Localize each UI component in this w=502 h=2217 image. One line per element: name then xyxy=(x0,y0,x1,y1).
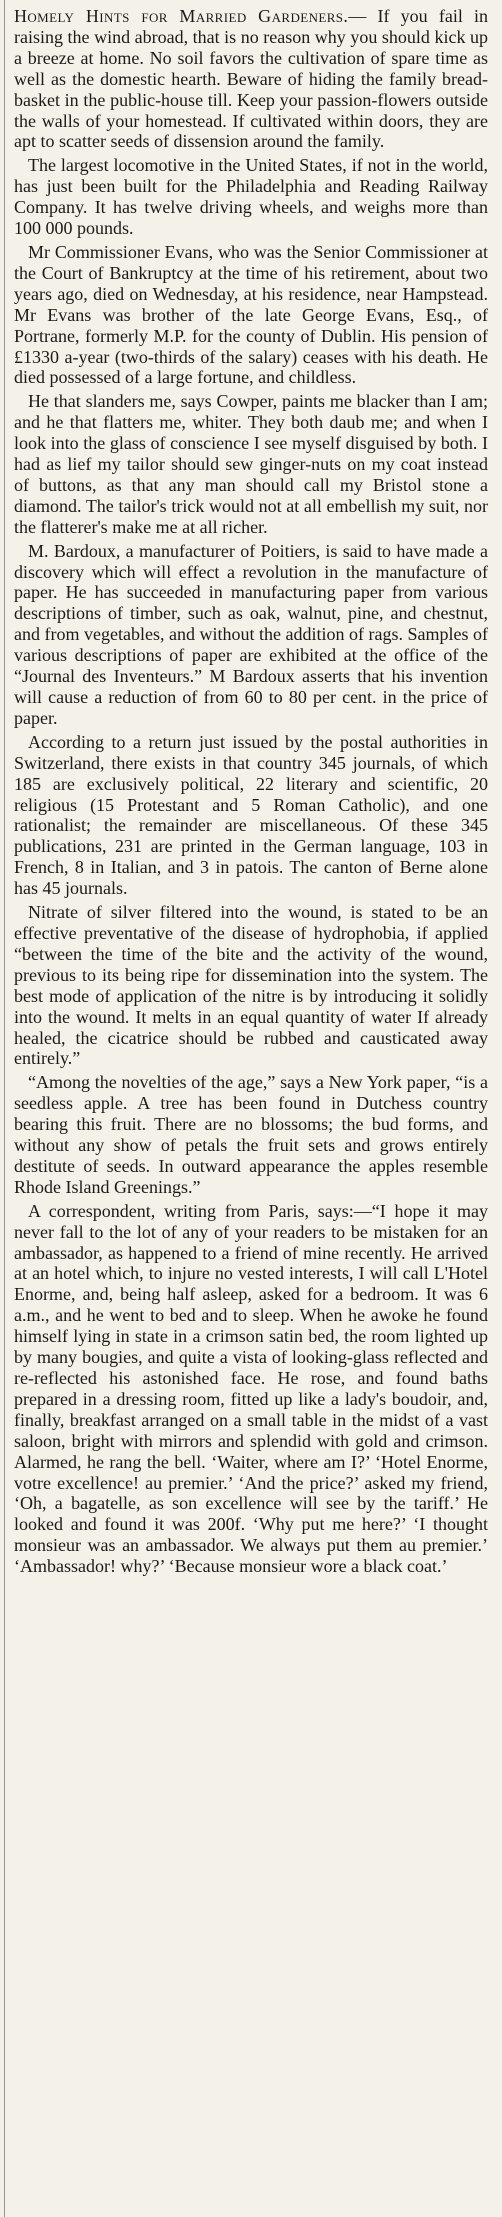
paragraph-cowper: He that slanders me, says Cowper, paints me blacker than I am; and he that flatters me, whiter. They both daub me; and when I look into the glass of conscience I see myself disguised by both. I had as lief my tailor should sew ginger-nuts on my coat instead of buttons, as that any man should call my Bristol stone a diamond. The tailor's trick would not at all embellish my suit, nor the flatterer's make me at all richer. xyxy=(14,391,488,537)
article-heading: Homely Hints for Married Gardeners. xyxy=(14,6,349,26)
paragraph-commissioner-evans: Mr Commissioner Evans, who was the Senior Commissioner at the Court of Bankruptcy at the time of his retirement, about two years ago, died on Wednesday, at his residence, near Hampstead. Mr Evans was brother of the late George Evans, Esq., of Portrane, formerly M.P. for the county of Dublin. His pension of £1330 a-year (two-thirds of the salary) ceases with his death. He died possessed of a large fortune, and childless. xyxy=(14,241,488,388)
paragraph-paris-ambassador: A correspondent, writing from Paris, says:—“I hope it may never fall to the lot of any of your readers to be mistaken for an ambassador, as happened to a friend of mine recently. He arrived at an hotel which, to injure no vested interests, I will call L'Hotel Enorme, and, being half asleep, asked for a bedroom. It was 6 a.m., and he went to bed and to sleep. When he awoke he found himself lying in state in a crimson satin bed, the room lighted up by many bougies, and quite a vista of looking-glass reflected and re-reflected his astonished face. He rose, and found baths prepared in a dressing room, fitted up like a lady's boudoir, and, finally, breakfast arranged on a small table in the midst of a vast saloon, bright with mirrors and splendid with gold and crimson. Alarmed, he rang the bell. ‘Waiter, where am I?’ ‘Hotel Enorme, votre excellence! au premier.’ ‘And the price?’ asked my friend, ‘Oh, a bagatelle, as son excellence will see by the tariff.’ He looked and found it was 200f. ‘Why put me here?’ ‘I thought monsieur was an ambassador. We always put them au premier.’ ‘Ambassador! why?’ ‘Because monsieur wore a black coat.’ xyxy=(14,1200,488,1577)
paragraph-seedless-apple: “Among the novelties of the age,” says a New York paper, “is a seedless apple. A tree has been found in Dutchess country bearing this fruit. There are no blossoms; the bud forms, and without any show of petals the fruit sets and grows entirely destitute of seeds. In outward appearance the apples resemble Rhode Island Greenings.” xyxy=(14,1072,488,1197)
paragraph-text: If you fail in raising the wind abroad, that is no reason why you should kick up a breeze at home. No soil favors the cultivation of spare time as well as the domestic hearth. Beware of hiding the family bread-basket in the public-house till. Keep your passion-flowers outside the walls of your homestead. If cultivated within doors, they are apt to scatter seeds of dissension around the family. xyxy=(14,6,489,152)
paragraph-gardeners xyxy=(14,6,488,152)
paragraph-locomotive: The largest locomotive in the United States, if not in the world, has just been built for the Philadelphia and Reading Railway Company. It has twelve driving wheels, and weighs more than 100 000 pounds. xyxy=(14,155,488,239)
heading-dash: — xyxy=(348,6,367,26)
paragraph-bardoux-paper: M. Bardoux, a manufacturer of Poitiers, is said to have made a discovery which will effect a revolution in the manufacture of paper. He has succeeded in manufacturing paper from various descriptions of timber, such as oak, walnut, pine, and chestnut, and from vegetables, and without the addition of rags. Samples of various descriptions of paper are exhibited at the office of the “Journal des Inventeurs.” M Bardoux asserts that his invention will cause a reduction of from 60 to 80 per cent. in the price of paper. xyxy=(14,540,488,728)
paragraph-swiss-journals: According to a return just issued by the postal authorities in Switzerland, there exists in that country 345 journals, of which 185 are exclusively political, 22 literary and scientific, 20 religious (15 Protestant and 5 Roman Catholic), and one rationalist; the remainder are miscellaneous. Of these 345 publications, 231 are printed in the German language, 103 in French, 8 in Italian, and 3 in patois. The canton of Berne alone has 45 journals. xyxy=(14,731,488,899)
paragraph-nitrate-of-silver: Nitrate of silver filtered into the wound, is stated to be an effective preventative of the disease of hydrophobia, if applied “between the time of the bite and the activity of the wound, previous to its being ripe for dissemination into the system. The best mode of application of the nitre is by introducing it solidly into the wound. It melts in an equal quantity of water If already healed, the cicatrice should be rubbed and causticated away entirely.” xyxy=(14,902,488,1069)
